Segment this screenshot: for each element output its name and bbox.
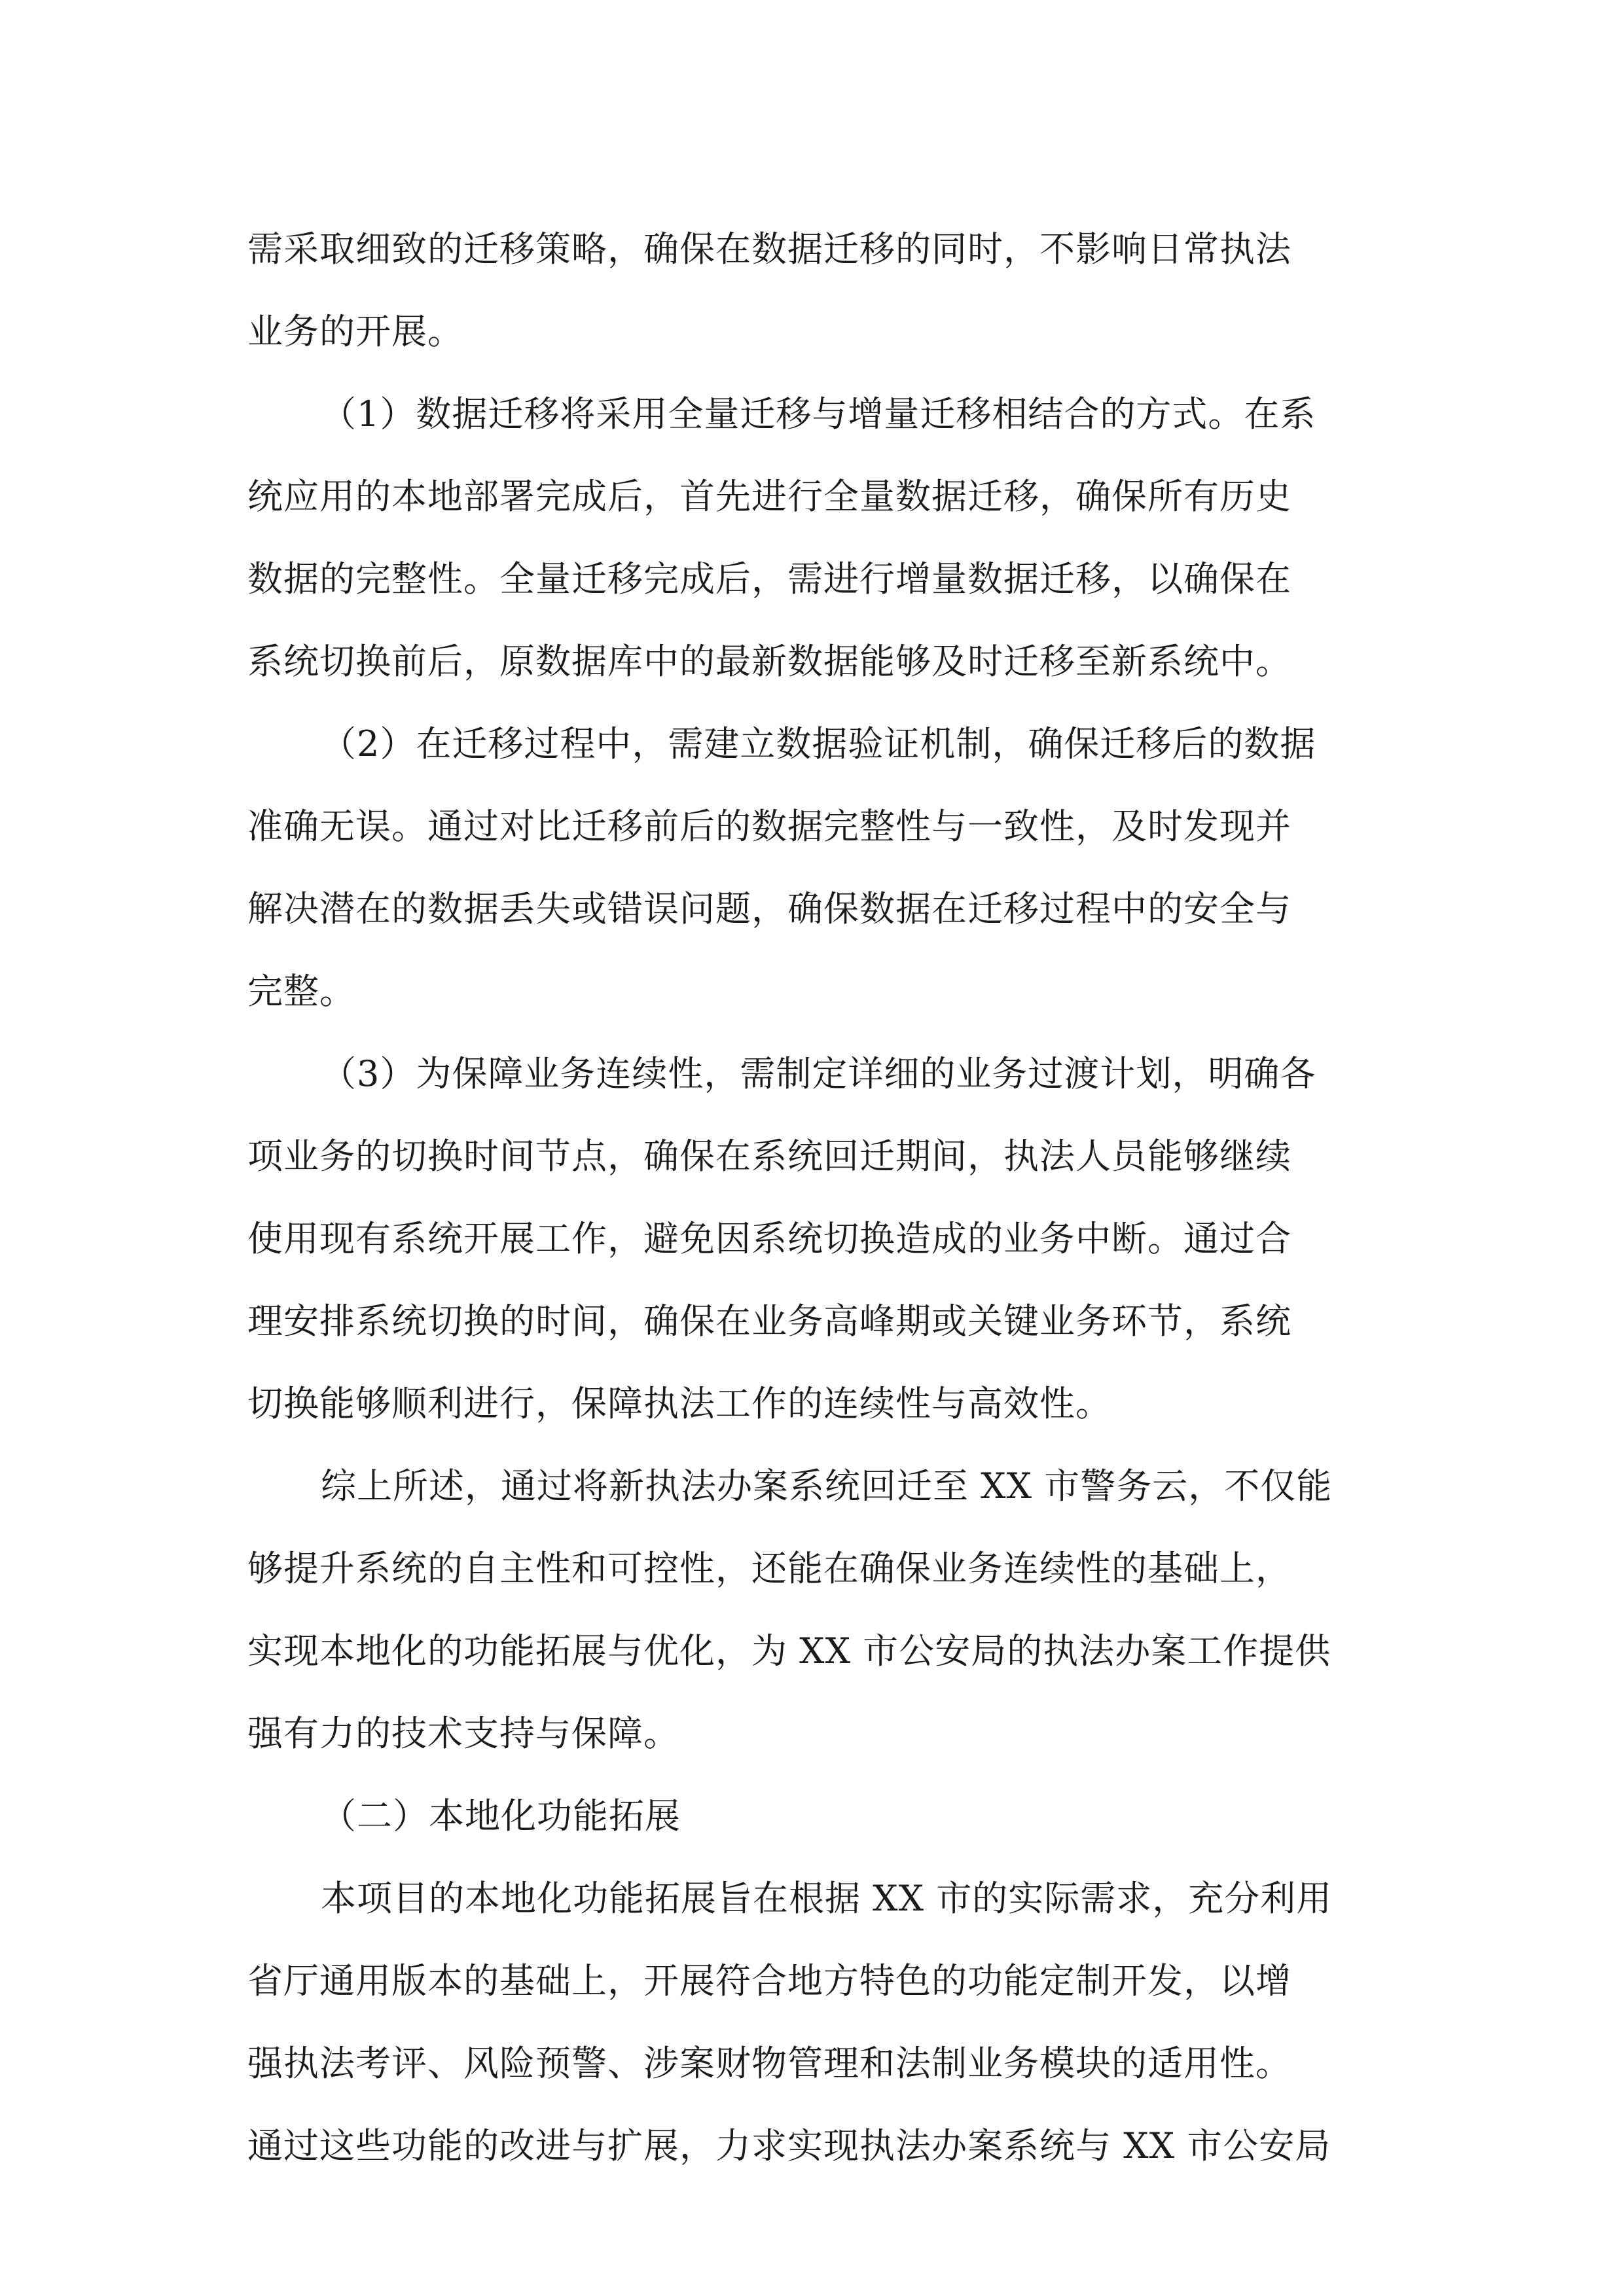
paragraph-start-line: （3）为保障业务连续性，需制定详细的业务过渡计划，明确各: [321, 1053, 1316, 1094]
text-line: 准确无误。通过对比迁移前后的数据完整性与一致性，及时发现并: [247, 806, 1291, 847]
paragraph-start-line: 本项目的本地化功能拓展旨在根据 XX 市的实际需求，充分利用: [321, 1878, 1333, 1919]
text-line: 强执法考评、风险预警、涉案财物管理和法制业务模块的适用性。: [247, 2043, 1291, 2084]
text-line: 统应用的本地部署完成后，首先进行全量数据迁移，确保所有历史: [247, 476, 1291, 517]
paragraph-start-line: 综上所述，通过将新执法办案系统回迁至 XX 市警务云，不仅能: [321, 1465, 1333, 1507]
text-line: 使用现有系统开展工作，避免因系统切换造成的业务中断。通过合: [247, 1218, 1291, 1259]
text-line: 够提升系统的自主性和可控性，还能在确保业务连续性的基础上，: [247, 1548, 1291, 1589]
paragraph-start-line: （2）在迁移过程中，需建立数据验证机制，确保迁移后的数据: [321, 723, 1316, 764]
text-line: 通过这些功能的改进与扩展，力求实现执法办案系统与 XX 市公安局: [247, 2125, 1331, 2166]
body-text: [247, 208, 1373, 2187]
text-line: 实现本地化的功能拓展与优化，为 XX 市公安局的执法办案工作提供: [247, 1630, 1331, 1672]
text-line: 项业务的切换时间节点，确保在系统回迁期间，执法人员能够继续: [247, 1136, 1291, 1177]
text-line: 省厅通用版本的基础上，开展符合地方特色的功能定制开发，以增: [247, 1960, 1291, 2001]
text-line: 业务的开展。: [247, 311, 463, 352]
text-line: 强有力的技术支持与保障。: [247, 1713, 679, 1754]
text-line: 需采取细致的迁移策略，确保在数据迁移的同时，不影响日常执法: [247, 228, 1291, 270]
text-line: 理安排系统切换的时间，确保在业务高峰期或关键业务环节，系统: [247, 1300, 1291, 1342]
text-line: 系统切换前后，原数据库中的最新数据能够及时迁移至新系统中。: [247, 641, 1291, 682]
text-line: 数据的完整性。全量迁移完成后，需进行增量数据迁移，以确保在: [247, 558, 1291, 600]
text-line: 切换能够顺利进行，保障执法工作的连续性与高效性。: [247, 1383, 1111, 1424]
text-line: 解决潜在的数据丢失或错误问题，确保数据在迁移过程中的安全与: [247, 888, 1291, 929]
section-heading: （二）本地化功能拓展: [321, 1795, 681, 1837]
text-line: 完整。: [247, 971, 355, 1012]
paragraph-start-line: （1）数据迁移将采用全量迁移与增量迁移相结合的方式。在系: [321, 393, 1316, 435]
